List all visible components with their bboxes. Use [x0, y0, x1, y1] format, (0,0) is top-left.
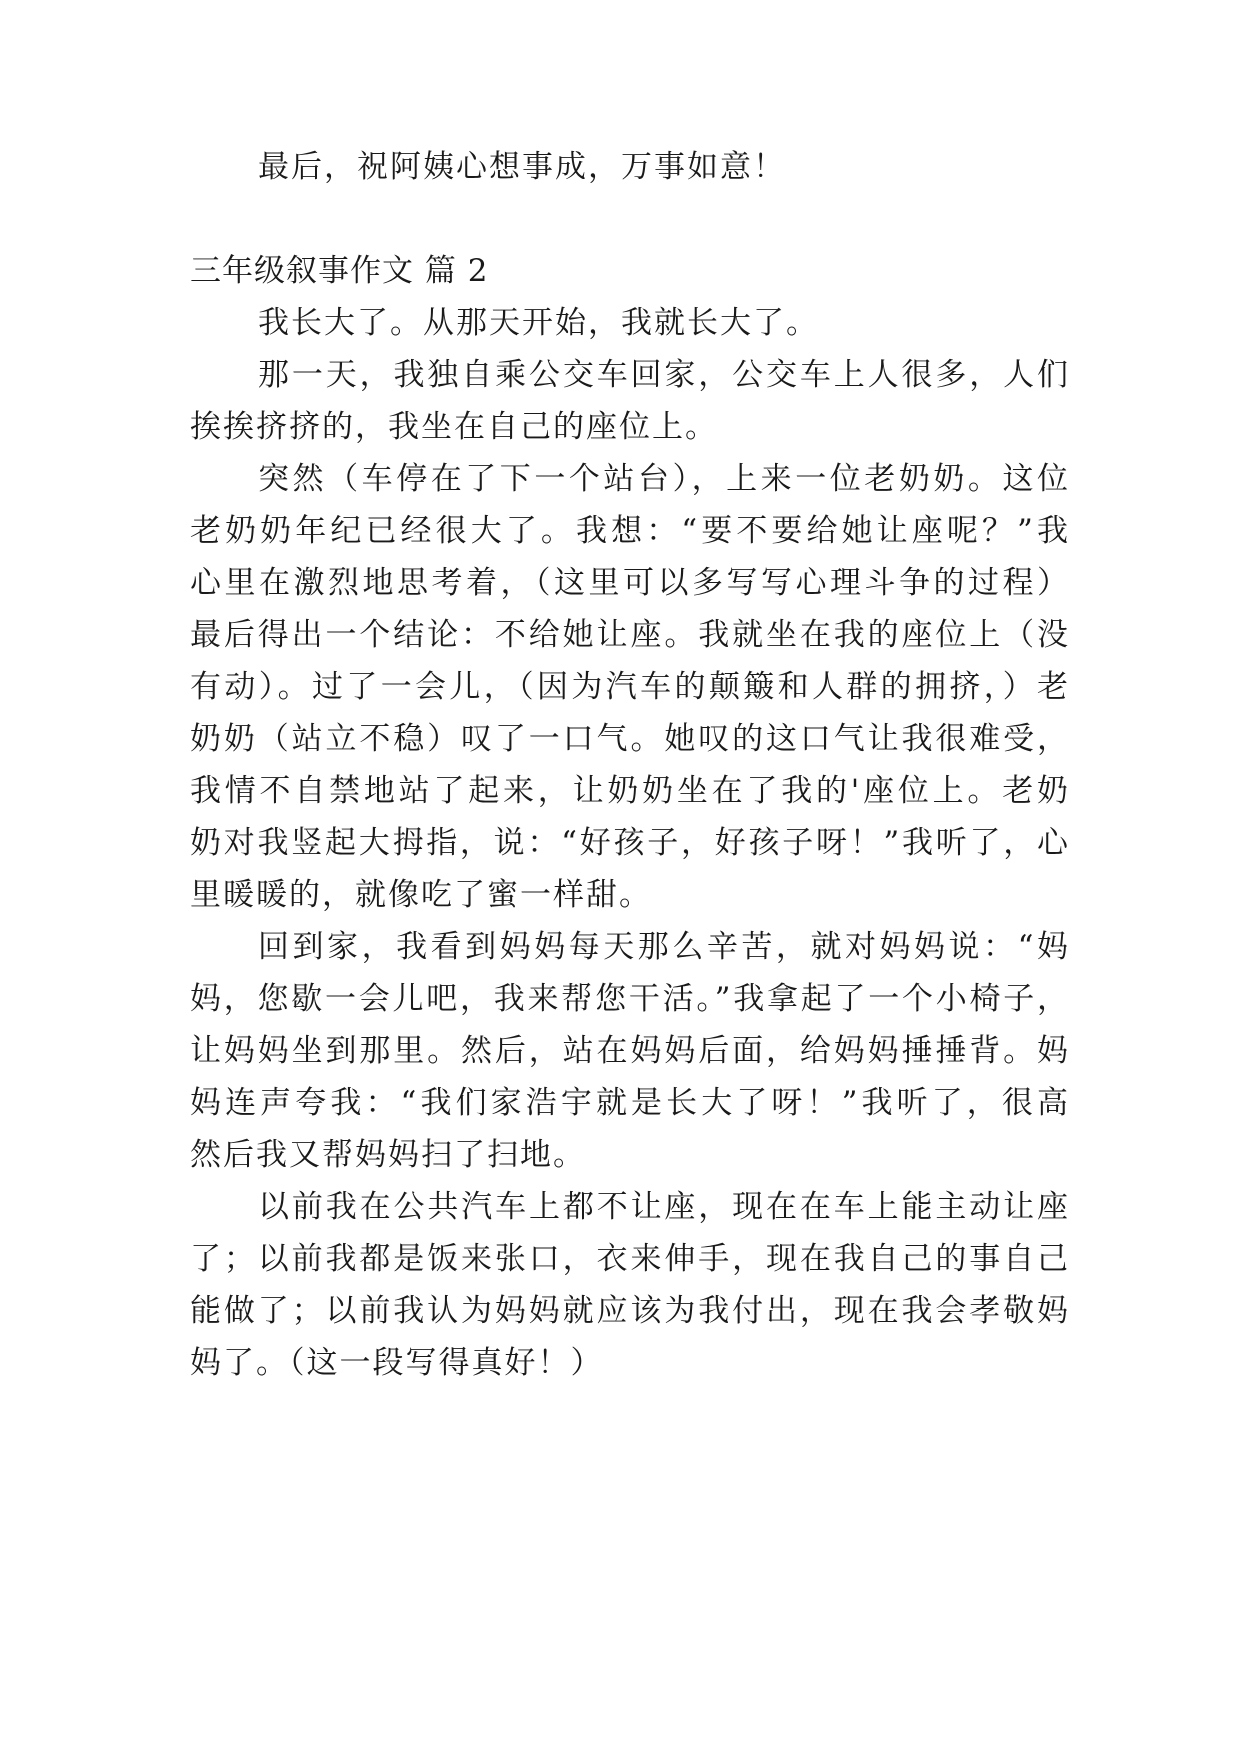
- paragraph-4-line-4: 妈连声夸我：“我们家浩宇就是长大了呀！”我听了，很高: [190, 1085, 1070, 1121]
- paragraph-4-line-5: 然后我又帮妈妈扫了扫地。: [190, 1137, 586, 1173]
- paragraph-3-line-3: 心里在激烈地思考着，（这里可以多写写心理斗争的过程）: [190, 565, 1070, 601]
- paragraph-3-line-5: 有动）。过了一会儿，（因为汽车的颠簸和人群的拥挤，）老: [190, 669, 1070, 705]
- paragraph-5-line-4: 妈了。（这一段写得真好！）: [190, 1345, 604, 1381]
- section-title: 三年级叙事作文 篇 2: [190, 253, 489, 289]
- paragraph-4-line-2: 妈，您歇一会儿吧，我来帮您干活。”我拿起了一个小椅子，: [190, 981, 1070, 1017]
- paragraph-5-line-2: 了；以前我都是饭来张口，衣来伸手，现在我自己的事自己: [190, 1241, 1070, 1277]
- paragraph-5-line-1: 以前我在公共汽车上都不让座，现在在车上能主动让座: [258, 1189, 1070, 1225]
- paragraph-3-line-9: 里暖暖的，就像吃了蜜一样甜。: [190, 877, 652, 913]
- paragraph-3-line-8: 奶对我竖起大拇指，说：“好孩子，好孩子呀！”我听了，心: [190, 825, 1070, 861]
- paragraph-2-line-1: 那一天，我独自乘公交车回家，公交车上人很多，人们: [258, 357, 1070, 393]
- paragraph-1-line-1: 我长大了。从那天开始，我就长大了。: [258, 305, 819, 341]
- paragraph-4-line-3: 让妈妈坐到那里。然后，站在妈妈后面，给妈妈捶捶背。妈: [190, 1033, 1070, 1069]
- closing-wish-line: 最后，祝阿姨心想事成，万事如意！: [258, 149, 786, 185]
- paragraph-3-line-2: 老奶奶年纪已经很大了。我想：“要不要给她让座呢？”我: [190, 513, 1070, 549]
- paragraph-4-line-1: 回到家，我看到妈妈每天那么辛苦，就对妈妈说：“妈: [258, 929, 1070, 965]
- paragraph-2-line-2: 挨挨挤挤的，我坐在自己的座位上。: [190, 409, 718, 445]
- paragraph-3-line-7: 我情不自禁地站了起来，让奶奶坐在了我的'座位上。老奶: [190, 773, 1070, 809]
- paragraph-3-line-4: 最后得出一个结论：不给她让座。我就坐在我的座位上（没: [190, 617, 1070, 653]
- paragraph-3-line-6: 奶奶（站立不稳）叹了一口气。她叹的这口气让我很难受，: [190, 721, 1070, 757]
- paragraph-5-line-3: 能做了；以前我认为妈妈就应该为我付出，现在我会孝敬妈: [190, 1293, 1070, 1329]
- paragraph-3-line-1: 突然（车停在了下一个站台），上来一位老奶奶。这位: [258, 461, 1070, 497]
